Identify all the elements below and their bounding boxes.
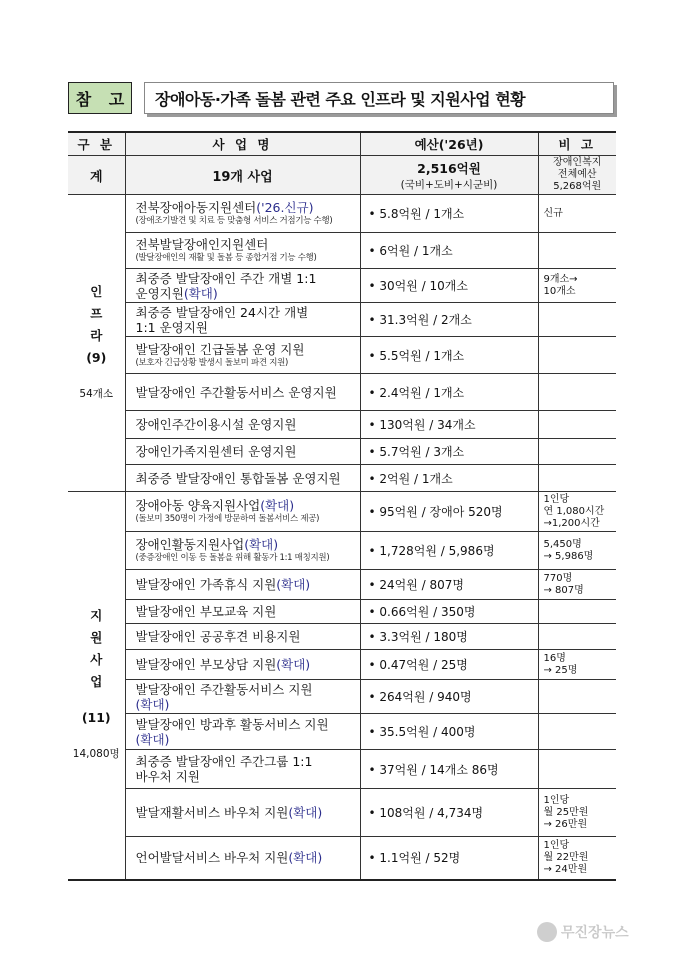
table-row [68,374,616,411]
col-note: 비 고 [538,132,616,156]
program-note: 1인당 연 1,080시간 →1,200시간 [538,492,616,532]
program-note [538,337,616,374]
program-name: 장애인가족지원센터 운영지원 [125,439,360,465]
program-name: 발달장애인 방과후 활동서비스 지원 (확대) [125,714,360,750]
program-budget: • 108억원 / 4,734명 [360,789,538,837]
table-row [68,269,616,303]
program-note [538,750,616,789]
table-row [68,465,616,492]
reference-tag: 참 고 [68,82,132,114]
table-row [68,714,616,750]
infra-total: 54개소 [79,388,114,400]
table-row [68,439,616,465]
program-name: 발달장애인 긴급돌봄 운영 지원 (보호자 긴급상황 발생시 돌보미 파견 지원) [125,337,360,374]
category-infra: 인 프 라 (9) 54개소 [68,195,125,492]
program-budget: • 1,728억원 / 5,986명 [360,532,538,570]
program-name: 전북장애아동지원센터('26.신규) (장애조기발견 및 치료 등 맞춤형 서비스 거점기능 수행) [125,195,360,233]
total-budget [360,156,538,195]
total-count: 19개 사업 [125,156,360,195]
total-row [68,156,616,195]
program-budget: • 24억원 / 807명 [360,570,538,600]
program-budget: • 5.8억원 / 1개소 [360,195,538,233]
program-name: 장애아동 양육지원사업(확대) (돌보미 350명이 가정에 방문하여 돌봄서비스 제공) [125,492,360,532]
program-note [538,465,616,492]
program-name: 최중증 발달장애인 주간그룹 1:1 바우처 지원 [125,750,360,789]
program-budget: • 130억원 / 34개소 [360,411,538,439]
program-note [538,600,616,624]
program-note: 신규 [538,195,616,233]
table-row [68,680,616,714]
program-note [538,714,616,750]
table-row [68,600,616,624]
program-name: 전북발달장애인지원센터 (발달장애인의 재활 및 돌봄 등 종합거점 기능 수행) [125,233,360,269]
program-note [538,303,616,337]
table-row [68,789,616,837]
table-row [68,303,616,337]
program-note: 16명 → 25명 [538,650,616,680]
program-name: 발달장애인 주간활동서비스 지원 (확대) [125,680,360,714]
program-name: 최중증 발달장애인 주간 개별 1:1 운영지원(확대) [125,269,360,303]
program-budget: • 0.47억원 / 25명 [360,650,538,680]
program-budget: • 6억원 / 1개소 [360,233,538,269]
total-note: 장애인복지 전체예산 5,268억원 [538,156,616,195]
program-budget: • 30억원 / 10개소 [360,269,538,303]
program-budget: • 31.3억원 / 2개소 [360,303,538,337]
table-row [68,650,616,680]
program-budget: • 0.66억원 / 350명 [360,600,538,624]
program-note: 1인당 월 25만원 → 26만원 [538,789,616,837]
total-label: 계 [68,156,125,195]
program-budget: • 3.3억원 / 180명 [360,624,538,650]
watermark [537,922,629,942]
program-note: 770명 → 807명 [538,570,616,600]
col-category: 구 분 [68,132,125,156]
support-total: 14,080명 [72,748,120,761]
program-name: 발달장애인 부모교육 지원 [125,600,360,624]
program-note [538,411,616,439]
watermark-logo-icon [537,922,557,942]
total-budget-value: 2,516억원 [417,160,481,176]
table-row [68,532,616,570]
table-row [68,837,616,880]
watermark-text: 무진장뉴스 [561,925,629,941]
header-row [68,132,616,156]
page-title: 장애아동·가족 돌봄 관련 주요 인프라 및 지원사업 현황 [144,82,614,114]
table-row [68,337,616,374]
category-support: 지 원 사 업 (11) 14,080명 [68,492,125,880]
program-name: 발달재활서비스 바우처 지원(확대) [125,789,360,837]
program-budget: • 2.4억원 / 1개소 [360,374,538,411]
program-name: 언어발달서비스 바우처 지원(확대) [125,837,360,880]
program-budget: • 35.5억원 / 400명 [360,714,538,750]
program-note: 9개소→ 10개소 [538,269,616,303]
program-budget: • 1.1억원 / 52명 [360,837,538,880]
program-note [538,680,616,714]
program-name: 발달장애인 주간활동서비스 운영지원 [125,374,360,411]
program-note: 1인당 월 22만원 → 24만원 [538,837,616,880]
program-name: 장애인주간이용시설 운영지원 [125,411,360,439]
table-row [68,624,616,650]
program-budget: • 2억원 / 1개소 [360,465,538,492]
table-row [68,492,616,532]
program-name: 최중증 발달장애인 24시간 개별 1:1 운영지원 [125,303,360,337]
col-budget: 예산('26년) [360,132,538,156]
table-row [68,411,616,439]
table-row [68,750,616,789]
program-note [538,624,616,650]
program-budget: • 5.7억원 / 3개소 [360,439,538,465]
table-row [68,233,616,269]
total-budget-source: (국비+도비+시군비) [400,178,498,191]
program-name: 발달장애인 공공후견 비용지원 [125,624,360,650]
budget-table [68,131,616,881]
program-note [538,233,616,269]
program-name: 장애인활동지원사업(확대) (중증장애인 이동 등 돌봄을 위해 활동가 1:1 매칭지원) [125,532,360,570]
program-note: 5,450명 → 5,986명 [538,532,616,570]
program-note [538,439,616,465]
program-budget: • 95억원 / 장애아 520명 [360,492,538,532]
program-budget: • 37억원 / 14개소 86명 [360,750,538,789]
program-note [538,374,616,411]
program-budget: • 5.5억원 / 1개소 [360,337,538,374]
table-row [68,195,616,233]
table-row [68,570,616,600]
program-name: 발달장애인 부모상담 지원(확대) [125,650,360,680]
program-budget: • 264억원 / 940명 [360,680,538,714]
col-name: 사 업 명 [125,132,360,156]
program-name: 발달장애인 가족휴식 지원(확대) [125,570,360,600]
program-name: 최중증 발달장애인 통합돌봄 운영지원 [125,465,360,492]
